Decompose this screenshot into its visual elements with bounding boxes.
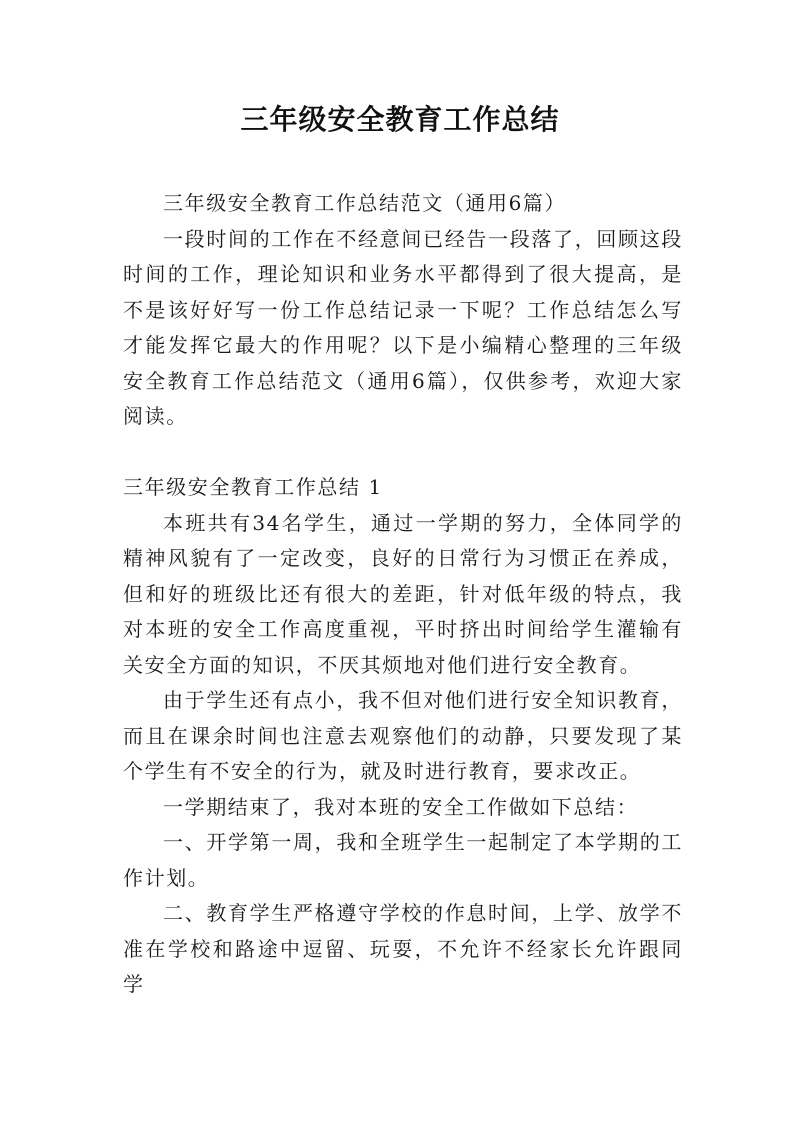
body-paragraph: 由于学生还有点小，我不但对他们进行安全知识教育，而且在课余时间也注意去观察他们的动静，只要发现了某个学生有不安全的行为，就及时进行教育，要求改正。 [123, 688, 683, 783]
document-body [123, 186, 683, 1003]
body-paragraph: 一、开学第一周，我和全班学生一起制定了本学期的工作计划。 [123, 830, 683, 890]
intro-heading: 三年级安全教育工作总结范文（通用6篇） [163, 191, 567, 215]
document-title: 三年级安全教育工作总结 [240, 103, 560, 136]
body-paragraph: 二、教育学生严格遵守学校的作息时间，上学、放学不准在学校和路途中逗留、玩耍，不允许不经家长允许跟同学 [123, 901, 683, 996]
body-paragraph: 本班共有34名学生，通过一学期的努力，全体同学的精神风貌有了一定改变，良好的日常行为习惯正在养成，但和好的班级比还有很大的差距，针对低年级的特点，我对本班的安全工作高度重视，平时挤出时间给学生灌输有关安全方面的知识，不厌其烦地对他们进行安全教育。 [123, 510, 683, 677]
section-heading: 三年级安全教育工作总结 1 [123, 475, 383, 499]
intro-paragraph: 一段时间的工作在不经意间已经告一段落了，回顾这段时间的工作，理论知识和业务水平都得到了很大提高，是不是该好好写一份工作总结记录一下呢？工作总结怎么写才能发挥它最大的作用呢？以下是小编精心整理的三年级安全教育工作总结范文（通用6篇），仅供参考，欢迎大家阅读。 [123, 226, 683, 428]
section-spacer [123, 435, 683, 471]
body-paragraph: 一学期结束了，我对本班的安全工作做如下总结： [163, 794, 639, 819]
